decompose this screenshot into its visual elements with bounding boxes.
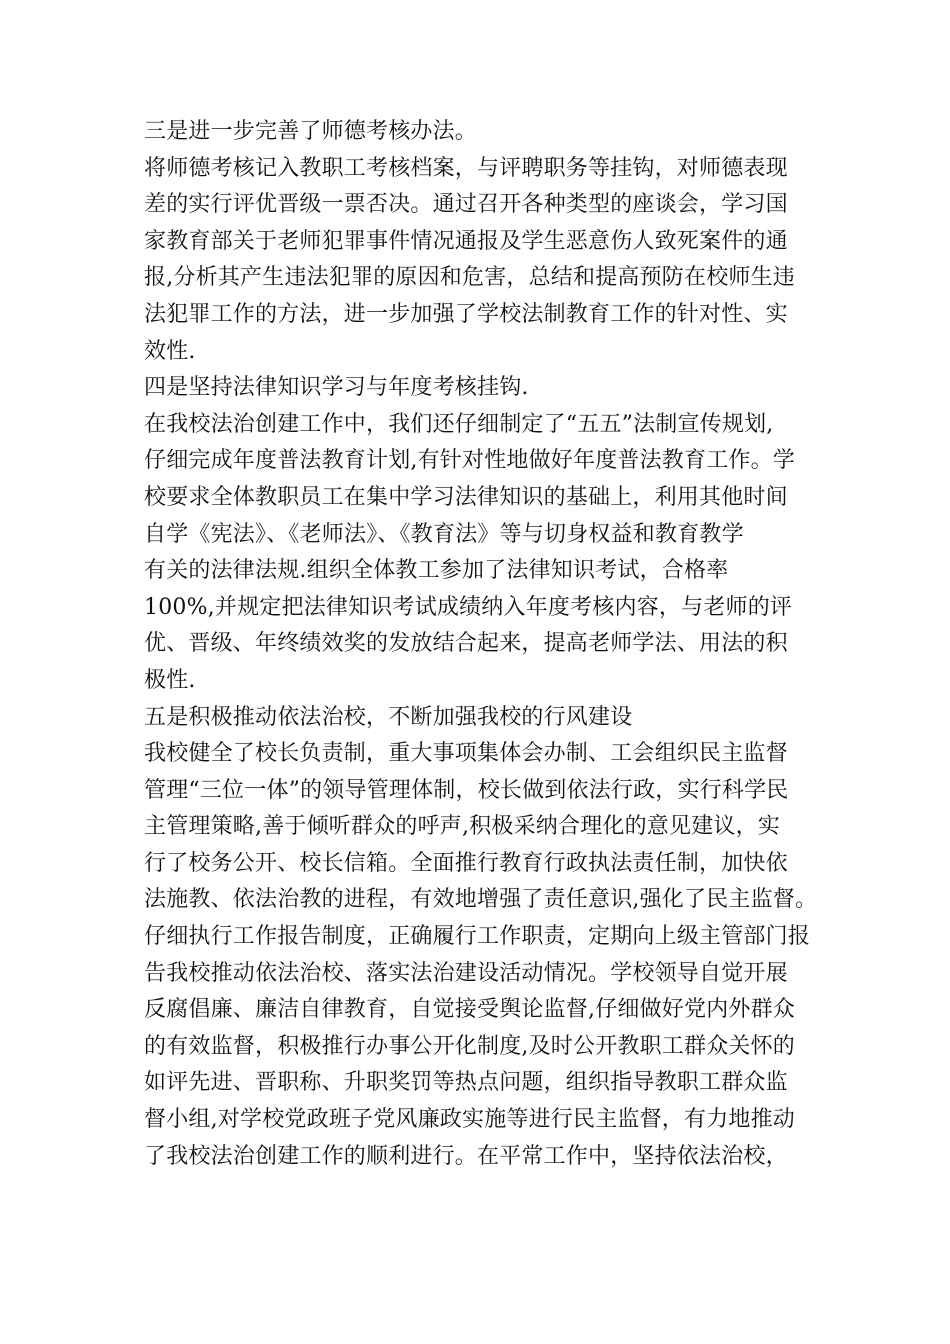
text-line: 仔细完成年度普法教育计划,有针对性地做好年度普法教育工作。学 [144,448,795,474]
text-line: 督小组,对学校党政班子党风廉政实施等进行民主监督，有力地推动 [144,1107,795,1133]
text-line: 100%,并规定把法律知识考试成绩纳入年度考核内容，与老师的评 [144,594,793,620]
text-line: 主管理策略,善于倾听群众的呼声,积极采纳合理化的意见建议，实 [144,814,780,840]
text-line: 三是进一步完善了师德考核办法。 [144,119,478,144]
text-line: 我校健全了校长负责制，重大事项集体会办制、工会组织民主监督 [144,741,788,767]
text-line: 自学《宪法》、《老师法》、《教育法》等与切身权益和教育教学 [144,521,744,547]
text-line: 家教育部关于老师犯罪事件情况通报及学生恶意伤人致死案件的通 [144,228,788,254]
text-line: 校要求全体教职员工在集中学习法律知识的基础上，利用其他时间 [144,484,788,510]
text-line: 优、晋级、年终绩效奖的发放结合起来，提高老师学法、用法的积 [144,631,788,657]
text-line: 的有效监督，积极推行办事公开化制度,及时公开教职工群众关怀的 [144,1033,795,1059]
document-body [144,114,844,1175]
text-line: 四是坚持法律知识学习与年度考核挂钩. [144,375,529,401]
text-line: 差的实行评优晋级一票否决。通过召开各种类型的座谈会，学习国 [144,192,788,218]
text-line: 五是积极推动依法治校，不断加强我校的行风建设 [144,704,633,730]
text-line: 在我校法治创建工作中，我们还仔细制定了“五五”法制宣传规划, [144,411,774,437]
text-line: 管理“三位一体”的领导管理体制，校长做到依法行政，实行科学民 [144,777,789,803]
text-line: 反腐倡廉、廉洁自律教育，自觉接受舆论监督,仔细做好党内外群众 [144,997,795,1023]
text-line: 法施教、依法治教的进程，有效地增强了责任意识,强化了民主监督。 [144,887,818,913]
text-line: 极性. [144,667,196,693]
text-line: 将师德考核记入教职工考核档案，与评聘职务等挂钩，对师德表现 [144,155,788,181]
text-line: 效性. [144,338,196,364]
text-line: 行了校务公开、校长信箱。全面推行教育行政执法责任制，加快依 [144,850,788,876]
text-line: 有关的法律法规.组织全体教工参加了法律知识考试，合格率 [144,558,729,584]
text-line: 告我校推动依法治校、落实法治建设活动情况。学校领导自觉开展 [144,960,788,986]
text-line: 仔细执行工作报告制度，正确履行工作职责，定期向上级主管部门报 [144,924,811,950]
text-line: 了我校法治创建工作的顺利进行。在平常工作中，坚持依法治校， [144,1143,788,1169]
text-line: 如评先进、晋职称、升职奖罚等热点问题，组织指导教职工群众监 [144,1070,788,1096]
text-line: 报,分析其产生违法犯罪的原因和危害，总结和提高预防在校师生违 [144,265,795,291]
text-line: 法犯罪工作的方法，进一步加强了学校法制教育工作的针对性、实 [144,301,788,327]
